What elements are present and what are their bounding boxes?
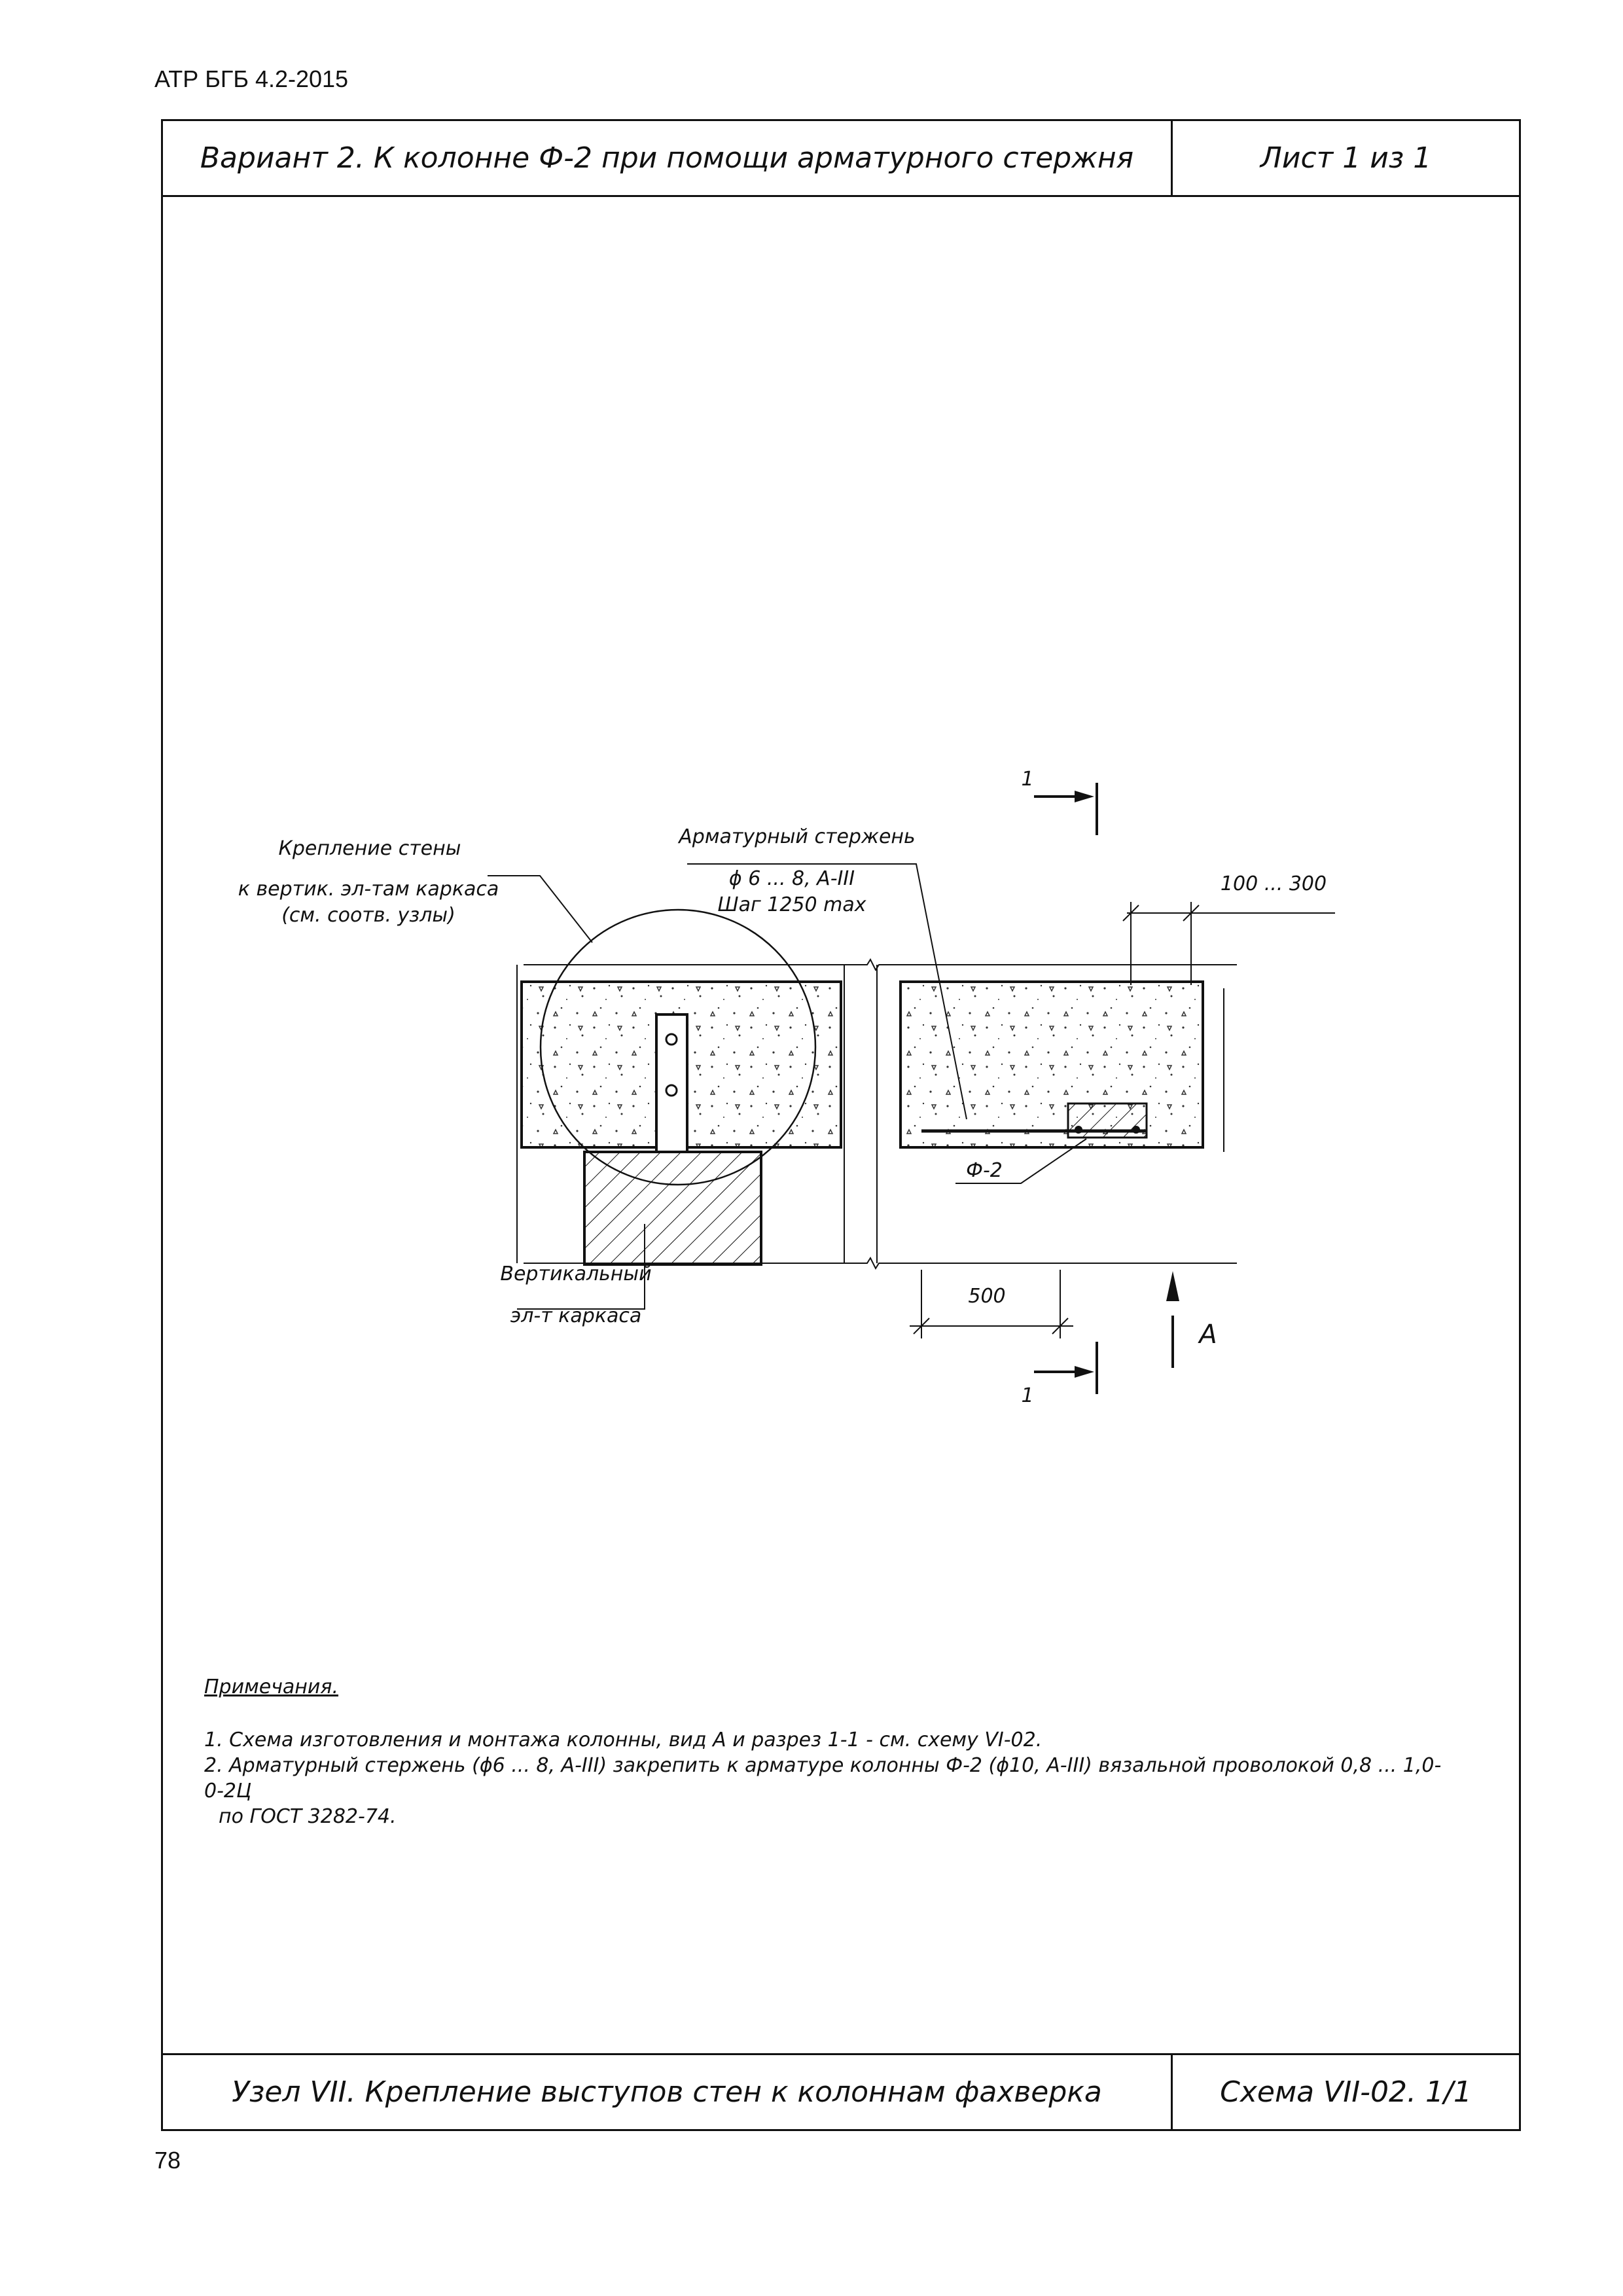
label-fastening-line2: к вертик. эл-там каркаса <box>238 878 499 901</box>
notes-title: Примечания. <box>204 1676 338 1698</box>
label-rod-line2: ϕ 6 ... 8, A-III <box>728 867 855 890</box>
note-item: 1. Схема изготовления и монтажа колонны, вид А и разрез 1-1 - см. схему VI-02. <box>204 1729 1043 1751</box>
view-arrow-a <box>1166 1271 1179 1368</box>
dimension-length-label: 500 <box>968 1285 1006 1308</box>
node-title: Узел VII. Крепление выступов стен к колоннам фахверка <box>163 2055 1173 2129</box>
label-vertical-line2: эл-т каркаса <box>510 1304 642 1327</box>
section-mark-bottom <box>1034 1342 1097 1394</box>
dimension-offset <box>1123 902 1335 985</box>
note-item: 2. Арматурный стержень (ϕ6 ... 8, A-III) закрепить к арматуре колонны Ф-2 (ϕ10, A-III) вязальной проволокой 0,8 ... 1,0-0-2Ц <box>204 1754 1442 1803</box>
label-rod-line3: Шаг 1250 max <box>717 893 866 916</box>
vertical-frame-element <box>584 1152 761 1265</box>
scheme-number: Схема VII-02. 1/1 <box>1220 2075 1472 2109</box>
label-vertical-line1: Вертикальный <box>500 1263 652 1285</box>
dimension-offset-label: 100 ... 300 <box>1220 872 1327 895</box>
right-wall-block <box>877 965 1224 1263</box>
note-item: по ГОСТ 3282-74. <box>219 1805 397 1828</box>
section-number-bottom: 1 <box>1021 1384 1034 1407</box>
label-rod-line1: Арматурный стержень <box>679 825 916 848</box>
label-fastening-line1: Крепление стены <box>278 837 461 860</box>
label-fastening-line3: (см. соотв. узлы) <box>281 904 455 927</box>
connection-plate <box>656 1014 687 1152</box>
document-code: АТР БГБ 4.2-2015 <box>154 65 349 92</box>
notes-section <box>204 1676 1448 1829</box>
sheet-title: Вариант 2. К колонне Ф-2 при помощи арматурного стержня <box>163 121 1173 195</box>
page-number: 78 <box>154 2147 181 2174</box>
section-number-top: 1 <box>1021 768 1034 791</box>
view-label: А <box>1199 1319 1217 1350</box>
label-column: Ф-2 <box>966 1159 1003 1182</box>
sheet-counter: Лист 1 из 1 <box>1260 141 1432 175</box>
section-mark-top <box>1034 783 1097 835</box>
